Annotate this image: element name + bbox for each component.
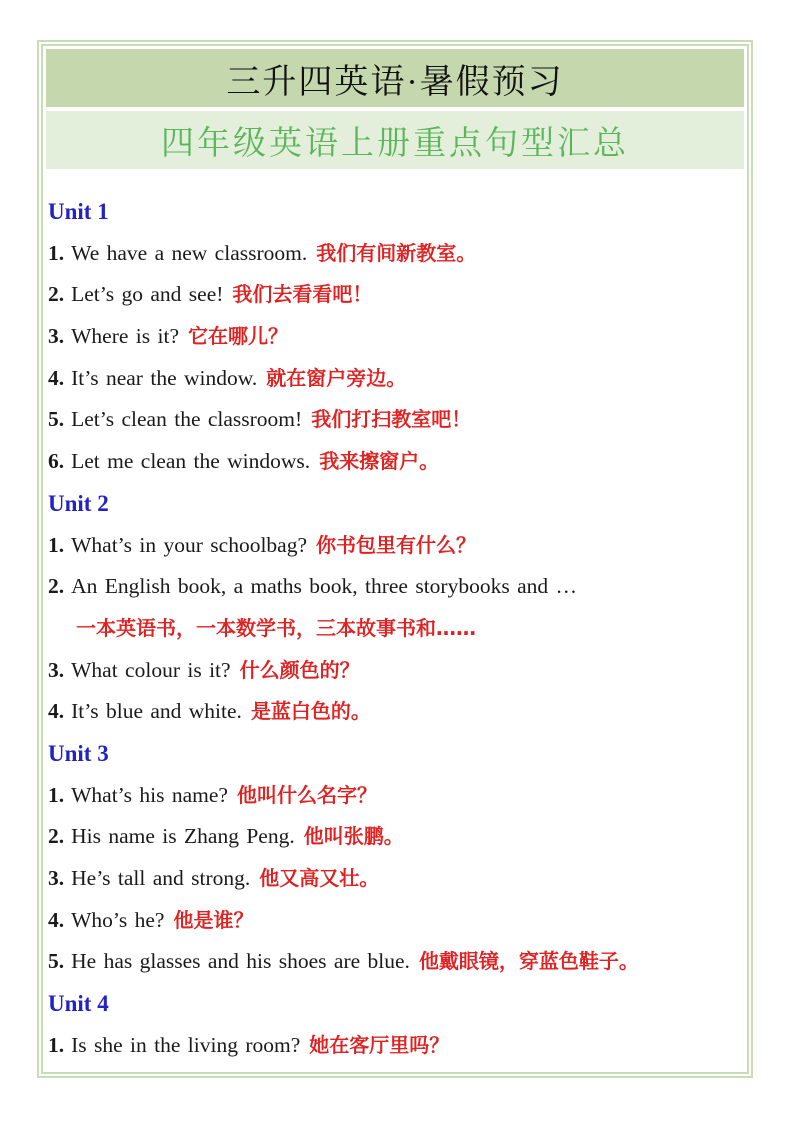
english-sentence: We have a new classroom. <box>71 240 308 265</box>
chinese-translation: 是蓝白色的。 <box>250 699 371 724</box>
english-sentence: What colour is it? <box>71 657 231 682</box>
sentence-item <box>48 358 736 400</box>
item-number: 4. <box>48 907 65 932</box>
sentence-item <box>48 816 736 858</box>
sentence-item <box>48 691 736 733</box>
chinese-translation: 我们有间新教室。 <box>316 240 477 265</box>
chinese-translation: 他又高又壮。 <box>259 866 380 890</box>
chinese-translation: 他叫什么名字？ <box>236 782 377 807</box>
document-body <box>46 169 744 1066</box>
chinese-translation: 它在哪儿？ <box>188 324 288 349</box>
english-sentence: Is she in the living room? <box>71 1032 301 1057</box>
sentence-item <box>48 441 736 483</box>
chinese-translation: 她在客厅里吗？ <box>309 1032 450 1057</box>
subtitle-band <box>46 111 744 169</box>
item-number: 2. <box>48 824 65 849</box>
unit-heading: Unit 1 <box>48 199 109 224</box>
english-sentence: What’s in your schoolbag? <box>71 532 308 557</box>
item-number: 1. <box>48 240 65 265</box>
english-sentence: Who’s he? <box>71 907 165 932</box>
sentence-item <box>48 399 736 441</box>
chinese-translation: 他戴眼镜，穿蓝色鞋子。 <box>418 949 639 974</box>
chinese-translation: 就在窗户旁边。 <box>266 365 407 390</box>
sentence-item <box>48 274 736 316</box>
chinese-translation: 我们打扫教室吧！ <box>311 407 472 432</box>
page-title: 三升四英语·暑假预习 <box>226 63 564 101</box>
chinese-translation: 你书包里有什么？ <box>316 532 477 557</box>
item-number: 3. <box>48 324 65 349</box>
sentence-item <box>48 1025 736 1067</box>
english-sentence: What’s his name? <box>71 782 228 807</box>
chinese-translation: 他叫张鹏。 <box>303 824 404 849</box>
sentence-item <box>48 233 736 275</box>
item-number: 1. <box>48 532 65 557</box>
english-sentence: It’s blue and white. <box>71 699 242 724</box>
unit-heading: Unit 2 <box>48 490 109 516</box>
item-number: 2. <box>48 282 65 307</box>
header-band <box>46 49 744 107</box>
english-sentence: Let’s clean the classroom! <box>71 407 303 432</box>
sentence-item <box>48 858 736 900</box>
english-sentence: It’s near the window. <box>71 365 258 390</box>
item-number: 3. <box>48 657 65 682</box>
item-number: 5. <box>48 949 65 974</box>
chinese-translation: 我来擦窗户。 <box>319 449 440 474</box>
item-number: 1. <box>48 1032 65 1057</box>
page-frame-inner <box>41 44 749 1074</box>
sentence-item <box>48 775 736 817</box>
sentence-item <box>48 941 736 983</box>
sentence-item <box>48 316 736 358</box>
sentence-item <box>48 566 736 608</box>
english-sentence: He’s tall and strong. <box>71 866 251 890</box>
item-number: 6. <box>48 449 65 474</box>
english-sentence: An English book, a maths book, three storybooks and … <box>71 574 578 599</box>
sentence-item <box>48 900 736 942</box>
unit-heading: Unit 3 <box>48 740 109 766</box>
page-frame <box>37 40 753 1078</box>
chinese-translation: 什么颜色的？ <box>239 657 360 682</box>
page-subtitle: 四年级英语上册重点句型汇总 <box>161 125 629 162</box>
chinese-translation: 他是谁？ <box>173 907 254 932</box>
chinese-translation: 一本英语书，一本数学书，三本故事书和…… <box>76 615 476 640</box>
item-number: 4. <box>48 365 65 390</box>
english-sentence: Where is it? <box>71 324 179 349</box>
chinese-translation: 我们去看看吧！ <box>232 282 373 307</box>
english-sentence: Let’s go and see! <box>71 282 224 307</box>
item-number: 1. <box>48 782 65 807</box>
sentence-item <box>48 525 736 567</box>
english-sentence: He has glasses and his shoes are blue. <box>71 949 410 974</box>
item-number: 3. <box>48 866 65 890</box>
item-number: 2. <box>48 574 65 599</box>
item-number: 5. <box>48 407 65 432</box>
sentence-item <box>48 650 736 692</box>
english-sentence: Let me clean the windows. <box>71 449 311 474</box>
english-sentence: His name is Zhang Peng. <box>71 824 295 849</box>
item-number: 4. <box>48 699 65 724</box>
unit-heading: Unit 4 <box>48 991 109 1017</box>
sentence-item-continuation <box>48 608 736 650</box>
